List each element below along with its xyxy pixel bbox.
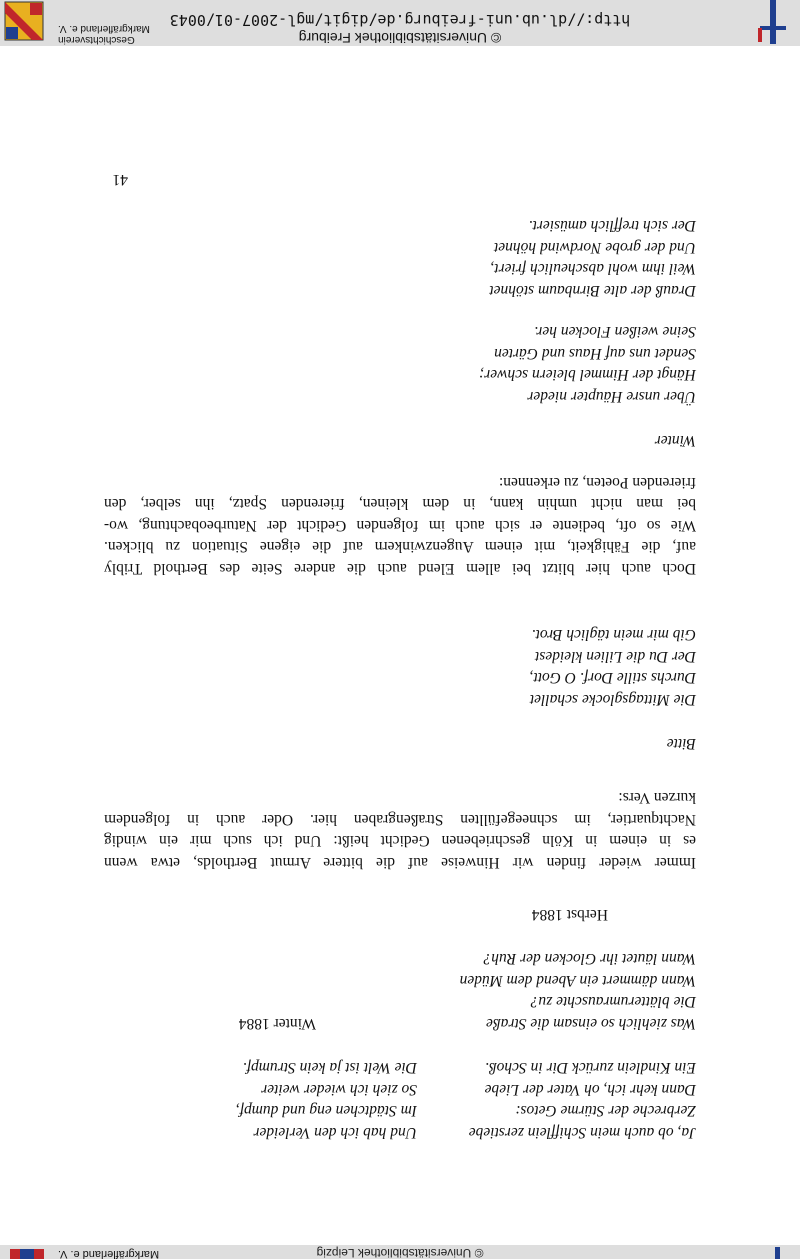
paragraph-2: Doch auch hier blitzt bei allem Elend auch die andere Seite des Berthold Tribly auf, die Fähigkeit, mit einem Augenzwinkern auf die eigene Situation zu blicken. Wie so oft, bediente er sich auch im folgenden Gedicht der Naturbeobachtung, wo- bei man nicht umhin kann, in dem kleinen, frierenden Spatz, ihn selber, den frierenden Poeten, zu erkennen: [104, 474, 696, 577]
library-copyright-top: © Universitätsbibliothek Leipzig [316, 1246, 484, 1260]
winter-stanza-1: Über unsre Häupter nieder Hängt der Himmel bleiern schwer; Sendet uns auf Haus und Gärten Seine weißen Flocken her. [479, 323, 696, 405]
society-crest-icon [4, 1, 44, 41]
library-logo-top-icon [766, 1247, 786, 1259]
library-copyright: © Universitätsbibliothek Freiburg [298, 30, 502, 46]
bitte-title: Bitte [666, 735, 696, 752]
society-name: Geschichtsverein Markgräflerland e. V. [58, 23, 150, 45]
poem2-date: Herbst 1884 [531, 906, 608, 923]
society-crest-top-icon [10, 1249, 44, 1259]
poem2-right-date: Winter 1884 [238, 1015, 316, 1032]
bitte-poem: Die Mittagsglocke schallet Durchs stille Dorf. O Gott, Der Du die Lilien kleidest Gib mir mein täglich Brot. [529, 626, 696, 708]
poem1-right: Und hab ich den Verleider Im Städtchen eng und dumpf, So zieh ich wieder weiter Die Welt ist ja kein Strumpf. [235, 1059, 417, 1141]
winter-title: Winter [654, 432, 696, 449]
paragraph-1: Immer wieder finden wir Hinweise auf die bittere Armut Bertholds, etwa wenn es in einem in Köln geschriebenen Gedicht heißt: Und ich such mir ein windig Nachtquartier, im schneegefüllten Straßengraben hier. Oder auch in folgendem kurzen Vers: [104, 789, 696, 871]
winter-stanza-2: Drauß der alte Birnbaum stöhnet Weil ihm wohl abscheulich friert, Und der grobe Nordwind höhnet Der sich trefflich amüsiert. [489, 217, 696, 299]
society-name-top: Markgräflerland e. V. [58, 1248, 160, 1260]
source-url[interactable]: http://dl.ub.uni-freiburg.de/digit/mgl-2007-01/0043 [169, 11, 631, 29]
page-number: 41 [112, 171, 128, 188]
poem2-left: Was ziehlich so einsam die Straße Die blätterumrauschte zu? Wann dämmert ein Abend dem Müden Wann läutet ihr Glocken der Ruh? [459, 950, 696, 1032]
poem1-left: Ja, ob auch mein Schifflein zerstiebe Zerbreche der Stürme Getos: Dann kehr ich, oh Vater der Liebe Ein Kindlein zurück Dir in Schoß. [468, 1059, 696, 1141]
